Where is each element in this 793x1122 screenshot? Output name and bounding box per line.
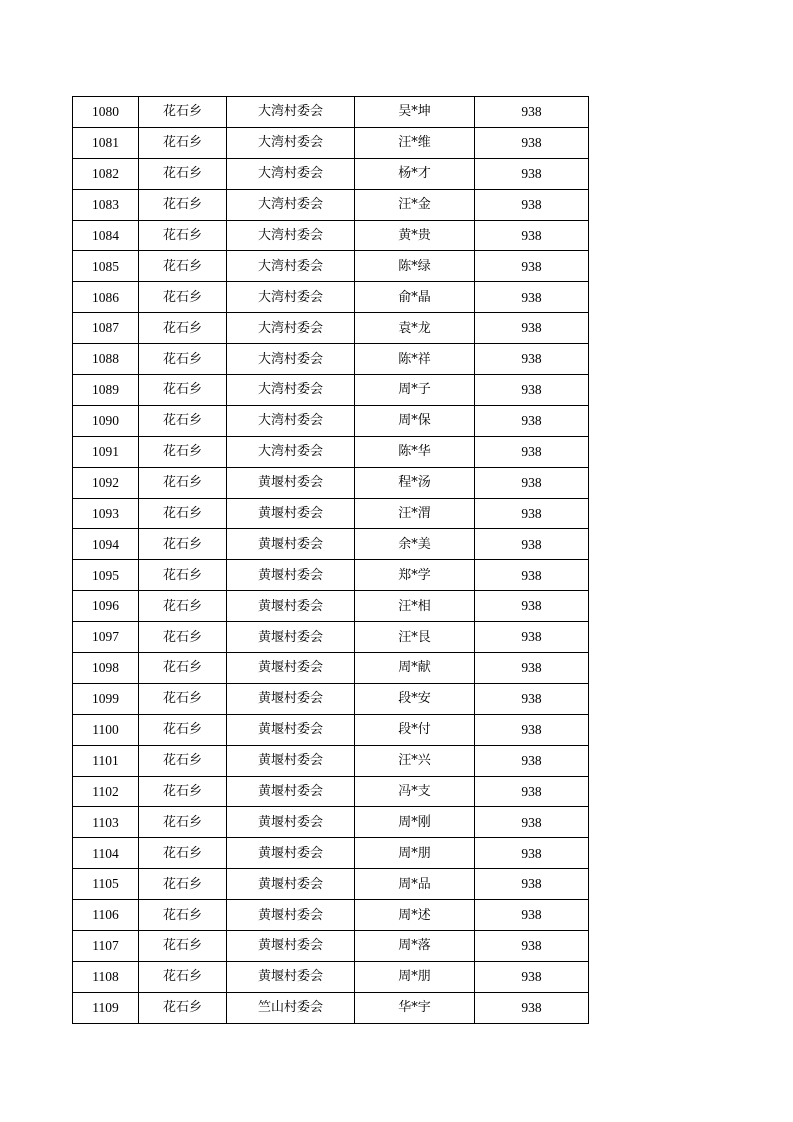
name-cell: 华*宇 — [355, 992, 475, 1023]
table-row — [73, 961, 589, 992]
table-row — [73, 869, 589, 900]
village-committee-cell: 黄堰村委会 — [227, 591, 355, 622]
village-committee-cell: 黄堰村委会 — [227, 869, 355, 900]
table-row — [73, 189, 589, 220]
township-cell: 花石乡 — [139, 220, 227, 251]
amount-cell: 938 — [475, 683, 589, 714]
name-cell: 俞*晶 — [355, 282, 475, 313]
name-cell: 程*汤 — [355, 467, 475, 498]
name-cell: 杨*才 — [355, 158, 475, 189]
village-committee-cell: 大湾村委会 — [227, 158, 355, 189]
row-number-cell: 1095 — [73, 560, 139, 591]
name-cell: 周*刚 — [355, 807, 475, 838]
row-number-cell: 1097 — [73, 622, 139, 653]
name-cell: 陈*祥 — [355, 344, 475, 375]
name-cell: 陈*绿 — [355, 251, 475, 282]
table-row — [73, 127, 589, 158]
village-committee-cell: 大湾村委会 — [227, 344, 355, 375]
name-cell: 周*落 — [355, 931, 475, 962]
amount-cell: 938 — [475, 961, 589, 992]
amount-cell: 938 — [475, 220, 589, 251]
township-cell: 花石乡 — [139, 158, 227, 189]
village-committee-cell: 黄堰村委会 — [227, 560, 355, 591]
row-number-cell: 1098 — [73, 653, 139, 684]
amount-cell: 938 — [475, 529, 589, 560]
village-committee-cell: 黄堰村委会 — [227, 467, 355, 498]
name-cell: 周*品 — [355, 869, 475, 900]
township-cell: 花石乡 — [139, 405, 227, 436]
amount-cell: 938 — [475, 436, 589, 467]
row-number-cell: 1107 — [73, 931, 139, 962]
row-number-cell: 1086 — [73, 282, 139, 313]
amount-cell: 938 — [475, 313, 589, 344]
table-row — [73, 900, 589, 931]
row-number-cell: 1106 — [73, 900, 139, 931]
roster-body — [73, 97, 589, 1024]
name-cell: 汪*相 — [355, 591, 475, 622]
township-cell: 花石乡 — [139, 560, 227, 591]
name-cell: 袁*龙 — [355, 313, 475, 344]
table-row — [73, 745, 589, 776]
row-number-cell: 1103 — [73, 807, 139, 838]
table-row — [73, 467, 589, 498]
amount-cell: 938 — [475, 375, 589, 406]
table-row — [73, 807, 589, 838]
township-cell: 花石乡 — [139, 529, 227, 560]
amount-cell: 938 — [475, 560, 589, 591]
table-row — [73, 375, 589, 406]
township-cell: 花石乡 — [139, 189, 227, 220]
row-number-cell: 1080 — [73, 97, 139, 128]
village-committee-cell: 黄堰村委会 — [227, 498, 355, 529]
row-number-cell: 1082 — [73, 158, 139, 189]
amount-cell: 938 — [475, 714, 589, 745]
township-cell: 花石乡 — [139, 838, 227, 869]
name-cell: 余*美 — [355, 529, 475, 560]
township-cell: 花石乡 — [139, 97, 227, 128]
amount-cell: 938 — [475, 869, 589, 900]
township-cell: 花石乡 — [139, 467, 227, 498]
amount-cell: 938 — [475, 992, 589, 1023]
name-cell: 周*朋 — [355, 838, 475, 869]
township-cell: 花石乡 — [139, 436, 227, 467]
village-committee-cell: 黄堰村委会 — [227, 529, 355, 560]
amount-cell: 938 — [475, 282, 589, 313]
township-cell: 花石乡 — [139, 127, 227, 158]
township-cell: 花石乡 — [139, 622, 227, 653]
township-cell: 花石乡 — [139, 282, 227, 313]
amount-cell: 938 — [475, 622, 589, 653]
village-committee-cell: 黄堰村委会 — [227, 961, 355, 992]
amount-cell: 938 — [475, 127, 589, 158]
village-committee-cell: 黄堰村委会 — [227, 683, 355, 714]
row-number-cell: 1094 — [73, 529, 139, 560]
row-number-cell: 1101 — [73, 745, 139, 776]
table-row — [73, 251, 589, 282]
name-cell: 汪*兴 — [355, 745, 475, 776]
amount-cell: 938 — [475, 653, 589, 684]
village-committee-cell: 黄堰村委会 — [227, 653, 355, 684]
name-cell: 周*朋 — [355, 961, 475, 992]
village-committee-cell: 大湾村委会 — [227, 282, 355, 313]
amount-cell: 938 — [475, 931, 589, 962]
name-cell: 汪*金 — [355, 189, 475, 220]
amount-cell: 938 — [475, 97, 589, 128]
row-number-cell: 1102 — [73, 776, 139, 807]
name-cell: 汪*维 — [355, 127, 475, 158]
name-cell: 黄*贵 — [355, 220, 475, 251]
row-number-cell: 1091 — [73, 436, 139, 467]
table-row — [73, 498, 589, 529]
table-row — [73, 158, 589, 189]
amount-cell: 938 — [475, 467, 589, 498]
amount-cell: 938 — [475, 838, 589, 869]
roster-table — [72, 96, 589, 1024]
township-cell: 花石乡 — [139, 961, 227, 992]
village-committee-cell: 黄堰村委会 — [227, 714, 355, 745]
table-row — [73, 776, 589, 807]
township-cell: 花石乡 — [139, 375, 227, 406]
township-cell: 花石乡 — [139, 344, 227, 375]
village-committee-cell: 黄堰村委会 — [227, 931, 355, 962]
table-row — [73, 313, 589, 344]
row-number-cell: 1089 — [73, 375, 139, 406]
table-row — [73, 714, 589, 745]
village-committee-cell: 大湾村委会 — [227, 313, 355, 344]
row-number-cell: 1084 — [73, 220, 139, 251]
name-cell: 冯*支 — [355, 776, 475, 807]
row-number-cell: 1108 — [73, 961, 139, 992]
table-row — [73, 282, 589, 313]
amount-cell: 938 — [475, 498, 589, 529]
township-cell: 花石乡 — [139, 900, 227, 931]
township-cell: 花石乡 — [139, 714, 227, 745]
row-number-cell: 1093 — [73, 498, 139, 529]
name-cell: 周*述 — [355, 900, 475, 931]
row-number-cell: 1100 — [73, 714, 139, 745]
village-committee-cell: 大湾村委会 — [227, 127, 355, 158]
township-cell: 花石乡 — [139, 992, 227, 1023]
table-row — [73, 97, 589, 128]
village-committee-cell: 大湾村委会 — [227, 220, 355, 251]
township-cell: 花石乡 — [139, 498, 227, 529]
village-committee-cell: 黄堰村委会 — [227, 900, 355, 931]
name-cell: 周*献 — [355, 653, 475, 684]
name-cell: 汪*渭 — [355, 498, 475, 529]
table-row — [73, 931, 589, 962]
name-cell: 吴*坤 — [355, 97, 475, 128]
village-committee-cell: 黄堰村委会 — [227, 838, 355, 869]
township-cell: 花石乡 — [139, 313, 227, 344]
township-cell: 花石乡 — [139, 591, 227, 622]
amount-cell: 938 — [475, 405, 589, 436]
row-number-cell: 1092 — [73, 467, 139, 498]
row-number-cell: 1085 — [73, 251, 139, 282]
table-row — [73, 344, 589, 375]
name-cell: 段*付 — [355, 714, 475, 745]
amount-cell: 938 — [475, 745, 589, 776]
amount-cell: 938 — [475, 900, 589, 931]
row-number-cell: 1083 — [73, 189, 139, 220]
township-cell: 花石乡 — [139, 653, 227, 684]
village-committee-cell: 黄堰村委会 — [227, 807, 355, 838]
table-row — [73, 683, 589, 714]
row-number-cell: 1104 — [73, 838, 139, 869]
village-committee-cell: 黄堰村委会 — [227, 745, 355, 776]
table-row — [73, 992, 589, 1023]
village-committee-cell: 大湾村委会 — [227, 251, 355, 282]
table-row — [73, 838, 589, 869]
township-cell: 花石乡 — [139, 807, 227, 838]
row-number-cell: 1099 — [73, 683, 139, 714]
village-committee-cell: 竺山村委会 — [227, 992, 355, 1023]
village-committee-cell: 大湾村委会 — [227, 436, 355, 467]
village-committee-cell: 大湾村委会 — [227, 375, 355, 406]
name-cell: 段*安 — [355, 683, 475, 714]
row-number-cell: 1081 — [73, 127, 139, 158]
table-row — [73, 622, 589, 653]
name-cell: 郑*学 — [355, 560, 475, 591]
row-number-cell: 1088 — [73, 344, 139, 375]
row-number-cell: 1090 — [73, 405, 139, 436]
row-number-cell: 1105 — [73, 869, 139, 900]
table-row — [73, 220, 589, 251]
table-row — [73, 653, 589, 684]
row-number-cell: 1087 — [73, 313, 139, 344]
village-committee-cell: 黄堰村委会 — [227, 776, 355, 807]
township-cell: 花石乡 — [139, 776, 227, 807]
table-row — [73, 529, 589, 560]
village-committee-cell: 大湾村委会 — [227, 189, 355, 220]
table-row — [73, 591, 589, 622]
amount-cell: 938 — [475, 158, 589, 189]
name-cell: 陈*华 — [355, 436, 475, 467]
row-number-cell: 1109 — [73, 992, 139, 1023]
table-row — [73, 436, 589, 467]
name-cell: 周*保 — [355, 405, 475, 436]
name-cell: 周*子 — [355, 375, 475, 406]
township-cell: 花石乡 — [139, 869, 227, 900]
amount-cell: 938 — [475, 189, 589, 220]
amount-cell: 938 — [475, 344, 589, 375]
township-cell: 花石乡 — [139, 931, 227, 962]
village-committee-cell: 大湾村委会 — [227, 405, 355, 436]
village-committee-cell: 黄堰村委会 — [227, 622, 355, 653]
township-cell: 花石乡 — [139, 251, 227, 282]
village-committee-cell: 大湾村委会 — [227, 97, 355, 128]
name-cell: 汪*艮 — [355, 622, 475, 653]
amount-cell: 938 — [475, 776, 589, 807]
amount-cell: 938 — [475, 807, 589, 838]
township-cell: 花石乡 — [139, 745, 227, 776]
township-cell: 花石乡 — [139, 683, 227, 714]
amount-cell: 938 — [475, 591, 589, 622]
row-number-cell: 1096 — [73, 591, 139, 622]
table-row — [73, 405, 589, 436]
amount-cell: 938 — [475, 251, 589, 282]
table-row — [73, 560, 589, 591]
